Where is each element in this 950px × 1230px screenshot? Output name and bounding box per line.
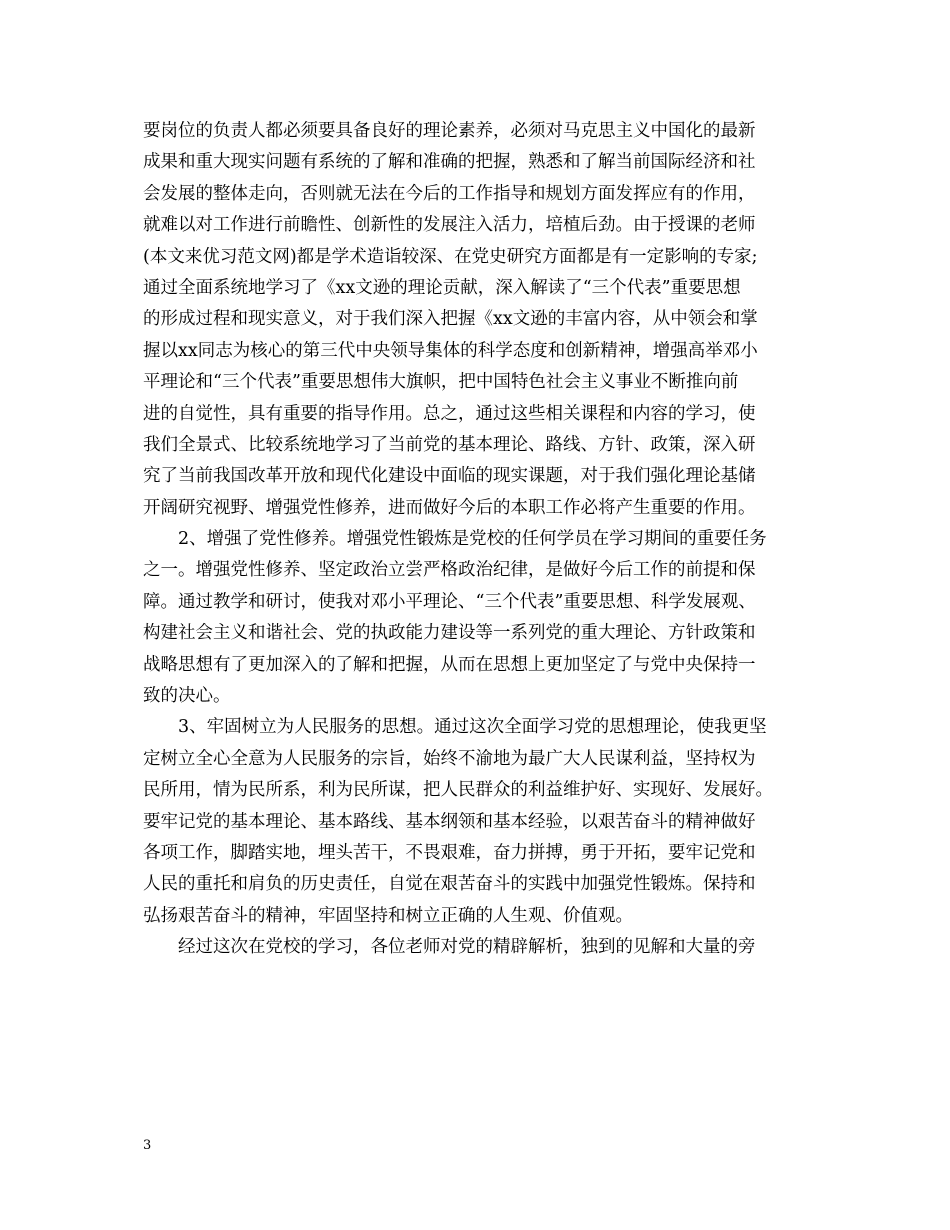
text-line: (本文来优习范文网)都是学术造诣较深、在党史研究方面都是有一定影响的专家; (143, 246, 758, 267)
text-line: 民所用，情为民所系，利为民所谋，把人民群众的利益维护好、实现好、发展好。 (143, 780, 773, 801)
text-line: 开阔研究视野、增强党性修养，进而做好今后的本职工作必将产生重要的作用。 (143, 497, 756, 518)
text-line: 就难以对工作进行前瞻性、创新性的发展注入活力，培植后劲。由于授课的老师 (143, 215, 756, 236)
text-line: 通过全面系统地学习了《xx文逊的理论贡献，深入解读了“三个代表”重要思想 (143, 277, 741, 298)
text-line: 弘扬艰苦奋斗的精神，牢固坚持和树立正确的人生观、价值观。 (143, 905, 633, 926)
text-line: 致的决心。 (143, 686, 231, 707)
text-line: 我们全景式、比较系统地学习了当前党的基本理论、路线、方针、政策，深入研 (143, 434, 756, 455)
text-line: 定树立全心全意为人民服务的宗旨，始终不渝地为最广大人民谋利益，坚持权为 (143, 748, 756, 769)
page-number: 3 (143, 1138, 152, 1153)
text-line: 3、牢固树立为人民服务的思想。通过这次全面学习党的思想理论，使我更坚 (143, 717, 767, 738)
text-line: 人民的重托和肩负的历史责任，自觉在艰苦奋斗的实践中加强党性锻炼。保持和 (143, 874, 756, 895)
text-line: 各项工作，脚踏实地，埋头苦干，不畏艰难，奋力拼搏，勇于开拓，要牢记党和 (143, 842, 756, 863)
text-line: 会发展的整体走向，否则就无法在今后的工作指导和规划方面发挥应有的作用， (143, 183, 756, 204)
text-line: 之一。增强党性修养、坚定政治立尝严格政治纪律，是做好今后工作的前提和保 (143, 560, 756, 581)
text-line: 成果和重大现实问题有系统的了解和准确的把握，熟悉和了解当前国际经济和社 (143, 152, 756, 173)
body-text (143, 116, 843, 964)
text-line: 究了当前我国改革开放和现代化建设中面临的现实课题，对于我们强化理论基储 (143, 466, 756, 487)
text-line: 2、增强了党性修养。增强党性锻炼是党校的任何学员在学习期间的重要任务 (143, 529, 767, 550)
text-line: 障。通过教学和研讨，使我对邓小平理论、“三个代表”重要思想、科学发展观、 (143, 591, 756, 612)
text-line: 战略思想有了更加深入的了解和把握，从而在思想上更加坚定了与党中央保持一 (143, 654, 756, 675)
text-line: 要牢记党的基本理论、基本路线、基本纲领和基本经验，以艰苦奋斗的精神做好 (143, 811, 756, 832)
text-line: 进的自觉性，具有重要的指导作用。总之，通过这些相关课程和内容的学习，使 (143, 403, 756, 424)
text-line: 构建社会主义和谐社会、党的执政能力建设等一系列党的重大理论、方针政策和 (143, 623, 756, 644)
text-line: 的形成过程和现实意义，对于我们深入把握《xx文逊的丰富内容，从中领会和掌 (143, 309, 758, 330)
text-line: 经过这次在党校的学习，各位老师对党的精辟解析，独到的见解和大量的旁 (143, 937, 756, 958)
text-line: 握以xx同志为核心的第三代中央领导集体的科学态度和创新精神，增强高举邓小 (143, 340, 758, 361)
text-line: 要岗位的负责人都必须要具备良好的理论素养，必须对马克思主义中国化的最新 (143, 121, 756, 141)
text-line: 平理论和“三个代表”重要思想伟大旗帜，把中国特色社会主义事业不断推向前 (143, 372, 739, 393)
